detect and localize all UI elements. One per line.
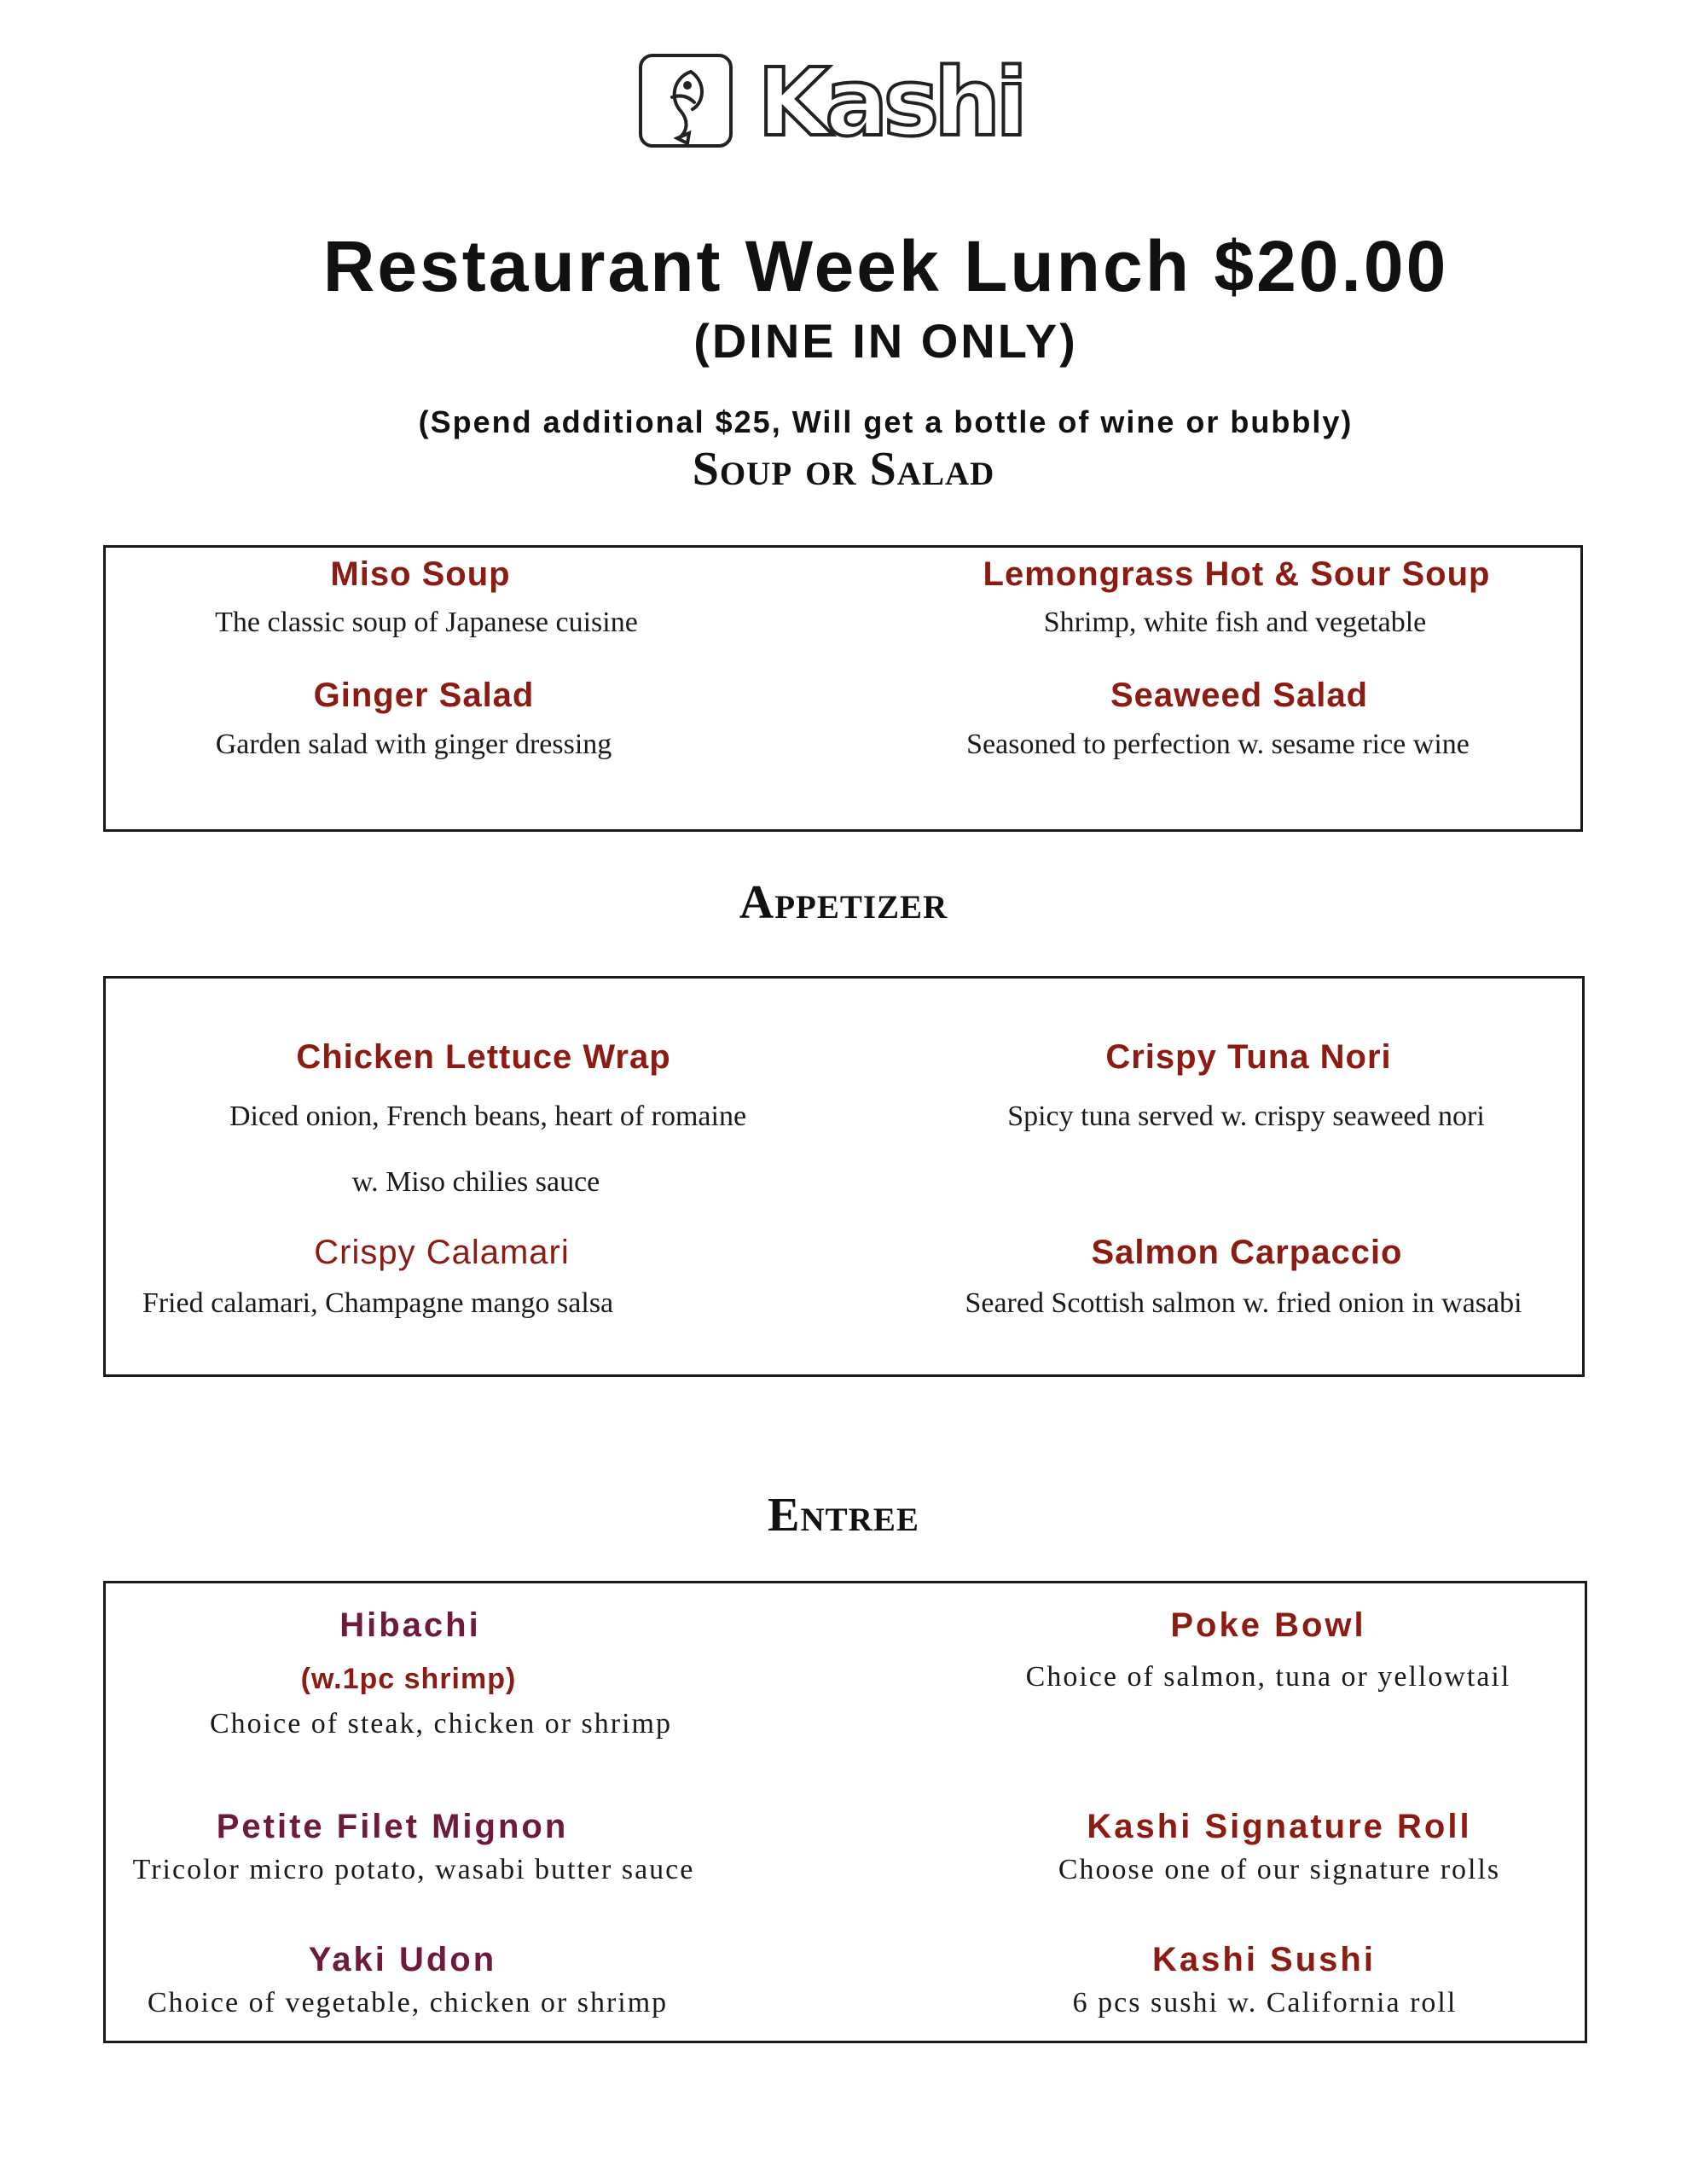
section-title-soup-salad: Soup or Salad bbox=[692, 443, 995, 496]
item-name-poke-bowl: Poke Bowl bbox=[1170, 1606, 1366, 1644]
section-title-appetizer: Appetizer bbox=[739, 876, 948, 929]
item-name-seaweed-salad: Seaweed Salad bbox=[1110, 677, 1369, 714]
promo-text: (Spend additional $25, Will get a bottle of wine or bubbly) bbox=[418, 404, 1354, 439]
item-desc-petite-filet-mignon: Tricolor micro potato, wasabi butter sauce bbox=[132, 1854, 695, 1885]
item-name-miso-soup: Miso Soup bbox=[330, 555, 511, 593]
item-name-petite-filet-mignon: Petite Filet Mignon bbox=[216, 1808, 569, 1845]
section-title-entree: Entree bbox=[768, 1489, 919, 1542]
item-name-crispy-tuna-nori: Crispy Tuna Nori bbox=[1105, 1038, 1392, 1076]
item-desc-chicken-lettuce-wrap-2: w. Miso chilies sauce bbox=[351, 1166, 600, 1198]
item-name-kashi-signature-roll: Kashi Signature Roll bbox=[1087, 1808, 1472, 1845]
item-desc-crispy-calamari: Fried calamari, Champagne mango salsa bbox=[142, 1287, 614, 1319]
item-name-lemongrass-soup: Lemongrass Hot & Sour Soup bbox=[983, 555, 1491, 593]
item-desc-poke-bowl: Choice of salmon, tuna or yellowtail bbox=[1025, 1661, 1511, 1693]
item-desc-crispy-tuna-nori: Spicy tuna served w. crispy seaweed nori bbox=[1007, 1101, 1485, 1132]
item-name-kashi-sushi: Kashi Sushi bbox=[1152, 1941, 1376, 1978]
item-desc-miso-soup: The classic soup of Japanese cuisine bbox=[215, 607, 638, 638]
item-name-chicken-lettuce-wrap: Chicken Lettuce Wrap bbox=[296, 1038, 671, 1076]
item-desc-kashi-signature-roll: Choose one of our signature rolls bbox=[1058, 1854, 1501, 1885]
item-desc-seaweed-salad: Seasoned to perfection w. sesame rice wine bbox=[966, 729, 1470, 760]
item-desc-yaki-udon: Choice of vegetable, chicken or shrimp bbox=[147, 1987, 669, 2018]
item-desc-hibachi: Choice of steak, chicken or shrimp bbox=[210, 1708, 672, 1740]
item-name-yaki-udon: Yaki Udon bbox=[308, 1941, 497, 1978]
item-note-hibachi: (w.1pc shrimp) bbox=[300, 1663, 517, 1695]
menu-title: Restaurant Week Lunch $20.00 bbox=[322, 226, 1449, 306]
item-name-ginger-salad: Ginger Salad bbox=[313, 677, 535, 714]
menu-subtitle: (DINE IN ONLY) bbox=[693, 314, 1078, 368]
item-desc-ginger-salad: Garden salad with ginger dressing bbox=[215, 729, 612, 760]
item-desc-salmon-carpaccio: Seared Scottish salmon w. fried onion in wasabi bbox=[965, 1287, 1522, 1319]
item-name-hibachi: Hibachi bbox=[339, 1606, 481, 1644]
fish-icon bbox=[672, 72, 702, 143]
item-desc-kashi-sushi: 6 pcs sushi w. California roll bbox=[1072, 1987, 1458, 2018]
item-name-salmon-carpaccio: Salmon Carpaccio bbox=[1091, 1234, 1403, 1271]
item-desc-chicken-lettuce-wrap: Diced onion, French beans, heart of romaine bbox=[229, 1101, 747, 1132]
brand-wordmark: Kashi bbox=[757, 53, 1023, 155]
item-name-crispy-calamari: Crispy Calamari bbox=[314, 1234, 570, 1271]
kashi-logo bbox=[638, 53, 1064, 155]
item-desc-lemongrass-soup: Shrimp, white fish and vegetable bbox=[1043, 607, 1427, 638]
